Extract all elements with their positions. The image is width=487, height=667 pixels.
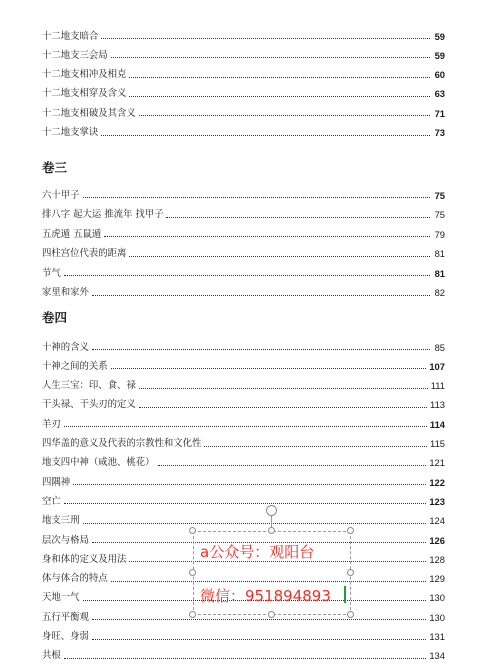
toc-entry-page-number: 79: [434, 228, 445, 240]
toc-entry-title: 身旺、身弱: [42, 631, 89, 643]
toc-entry-page-number: 126: [429, 534, 445, 546]
resize-handle-bottom-right[interactable]: [347, 611, 354, 618]
dot-leader: [83, 197, 430, 198]
toc-entry-page-number: 121: [429, 457, 445, 469]
toc-entry-page-number: 75: [434, 189, 445, 201]
dot-leader: [129, 96, 430, 97]
toc-entry[interactable]: [42, 81, 445, 99]
dot-leader: [129, 256, 430, 257]
section-heading-four: 卷四: [42, 310, 68, 325]
toc-entry-title: 十二地支相冲及相克: [42, 69, 127, 81]
toc-entry-title: 节气: [42, 267, 61, 279]
toc-entry-page-number: 81: [434, 267, 445, 279]
dot-leader: [104, 236, 430, 237]
dot-leader: [139, 407, 427, 408]
toc-entry[interactable]: [42, 23, 445, 41]
dot-leader: [101, 135, 430, 136]
toc-entry-page-number: 60: [434, 69, 445, 81]
toc-entry[interactable]: [42, 202, 445, 220]
toc-entry-title: 十二地支掌诀: [42, 127, 99, 139]
toc-entry-page-number: 128: [429, 553, 445, 565]
dot-leader: [92, 619, 426, 620]
toc-entry-title: 体与体合的特点: [42, 573, 108, 585]
toc-entry-title: 四柱宫位代表的距离: [42, 248, 127, 260]
toc-entry[interactable]: [42, 280, 445, 298]
toc-entry[interactable]: [42, 643, 445, 661]
toc-entry-page-number: 73: [434, 127, 445, 139]
toc-entry-title: 空亡: [42, 495, 61, 507]
toc-entry-page-number: 130: [429, 592, 445, 604]
toc-entry-page-number: 59: [434, 30, 445, 42]
toc-entry-title: 羊刃: [42, 418, 61, 430]
resize-handle-bottom[interactable]: [268, 611, 275, 618]
dot-leader: [111, 368, 427, 369]
toc-entry-page-number: 59: [434, 49, 445, 61]
toc-entry[interactable]: [42, 450, 445, 468]
toc-entry-page-number: 71: [434, 107, 445, 119]
toc-entry[interactable]: [42, 373, 445, 391]
dot-leader: [64, 658, 427, 659]
resize-handle-top-right[interactable]: [347, 527, 354, 534]
dot-leader: [73, 484, 426, 485]
toc-entry-title: 地支三刑: [42, 515, 80, 527]
toc-entry-page-number: 115: [430, 438, 445, 450]
toc-entry-page-number: 113: [430, 399, 445, 411]
toc-entry-title: 十二地支三会局: [42, 49, 108, 61]
resize-handle-right[interactable]: [347, 569, 354, 576]
text-caret: [344, 586, 346, 603]
toc-entry-title: 干头禄、干头刃的定义: [42, 399, 136, 411]
dot-leader: [64, 275, 430, 276]
toc-entry-title: 十神之间的关系: [42, 360, 108, 372]
dot-leader: [166, 217, 430, 218]
toc-entry-page-number: 81: [434, 248, 445, 260]
toc-entry[interactable]: [42, 411, 445, 429]
toc-entry-page-number: 134: [429, 650, 445, 662]
toc-entry-page-number: 63: [434, 88, 445, 100]
toc-entry-title: 家里和家外: [42, 287, 89, 299]
resize-handle-top[interactable]: [268, 527, 275, 534]
resize-handle-bottom-left[interactable]: [189, 611, 196, 618]
toc-entry-title: 地支四中神（咸池、桃花）: [42, 457, 155, 469]
toc-entry[interactable]: [42, 120, 445, 138]
toc-entry[interactable]: [42, 392, 445, 410]
toc-entry[interactable]: [42, 431, 445, 449]
watermark-line-one: a公众号：观阳台: [200, 543, 315, 561]
toc-entry[interactable]: [42, 42, 445, 60]
toc-entry-page-number: 129: [429, 573, 445, 585]
toc-entry-title: 层次与格局: [42, 534, 89, 546]
toc-entry-page-number: 111: [430, 380, 445, 392]
toc-entry[interactable]: [42, 260, 445, 278]
dot-leader: [139, 115, 430, 116]
toc-entry-page-number: 130: [429, 611, 445, 623]
toc-entry-title: 身和体的定义及用法: [42, 553, 127, 565]
toc-entry-page-number: 131: [429, 631, 445, 643]
dot-leader: [139, 388, 428, 389]
toc-entry-title: 六十甲子: [42, 189, 80, 201]
dot-leader: [64, 503, 427, 504]
dot-leader: [111, 57, 430, 58]
toc-entry-page-number: 85: [434, 341, 445, 353]
dot-leader: [64, 426, 427, 427]
toc-entry-title: 十二地支相穿及含义: [42, 88, 127, 100]
resize-handle-top-left[interactable]: [189, 527, 196, 534]
dot-leader: [92, 349, 430, 350]
toc-entry[interactable]: [42, 488, 445, 506]
toc-entry[interactable]: [42, 182, 445, 200]
dot-leader: [92, 295, 430, 296]
toc-entry[interactable]: [42, 221, 445, 239]
toc-entry-title: 人生三宝：印、食、禄: [42, 380, 136, 392]
toc-entry-title: 十神的含义: [42, 341, 89, 353]
toc-entry[interactable]: [42, 100, 445, 118]
toc-entry-title: 十二地支相破及其含义: [42, 107, 136, 119]
watermark-line-two: 微信：951894893: [200, 587, 331, 605]
resize-handle-left[interactable]: [189, 569, 196, 576]
toc-entry-title: 四隅神: [42, 476, 71, 488]
toc-entry-title: 五虎遁 五鼠遁: [42, 228, 102, 240]
toc-entry[interactable]: [42, 469, 445, 487]
dot-leader: [158, 465, 427, 466]
toc-entry-title: 五行平衡观: [42, 611, 89, 623]
toc-entry-page-number: 107: [429, 360, 445, 372]
toc-entry-page-number: 124: [429, 515, 445, 527]
toc-entry[interactable]: [42, 62, 445, 80]
toc-entry[interactable]: [42, 241, 445, 259]
dot-leader: [204, 446, 427, 447]
toc-entry-page-number: 75: [434, 209, 445, 221]
toc-entry-title: 排八字 起大运 推流年 找甲子: [42, 209, 164, 221]
rotate-handle[interactable]: [266, 505, 277, 516]
dot-leader: [101, 38, 430, 39]
section-heading-three: 卷三: [42, 160, 68, 175]
toc-entry-page-number: 122: [429, 476, 445, 488]
toc-entry-title: 四华盖的意义及代表的宗教性和文化性: [42, 438, 202, 450]
dot-leader: [83, 523, 427, 524]
toc-entry[interactable]: [42, 353, 445, 371]
toc-entry-page-number: 123: [429, 495, 445, 507]
toc-entry[interactable]: [42, 508, 445, 526]
toc-entry-page-number: 114: [429, 418, 445, 430]
toc-entry-page-number: 82: [434, 287, 445, 299]
dot-leader: [129, 77, 430, 78]
toc-entry-title: 十二地支暗合: [42, 30, 99, 42]
toc-entry[interactable]: [42, 624, 445, 642]
dot-leader: [92, 639, 426, 640]
toc-entry-title: 共根: [42, 650, 61, 662]
toc-entry-title: 天地一气: [42, 592, 80, 604]
toc-entry[interactable]: [42, 334, 445, 352]
